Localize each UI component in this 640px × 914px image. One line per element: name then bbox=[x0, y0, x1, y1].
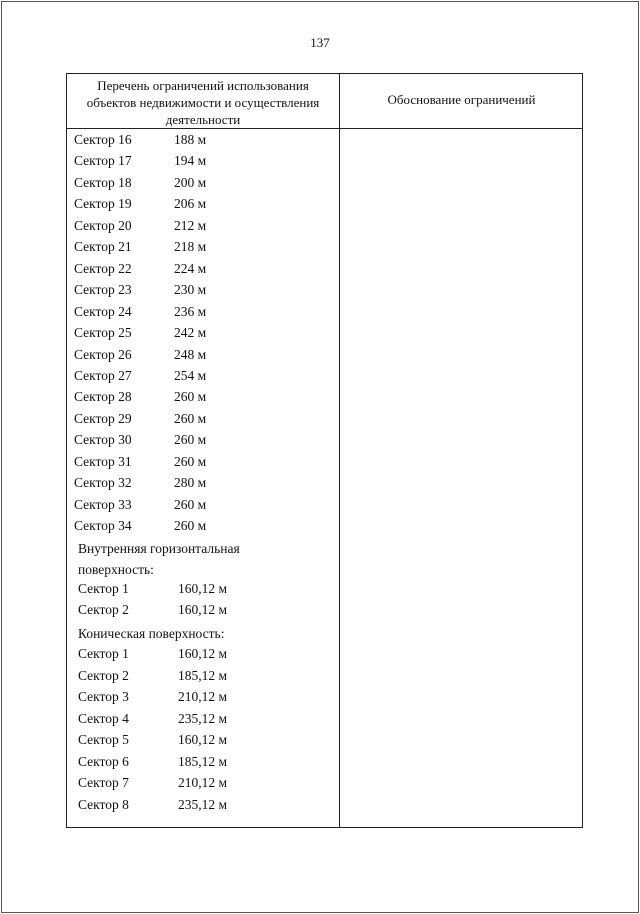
page-number: 137 bbox=[310, 35, 330, 50]
sector-label: Сектор 1 bbox=[78, 581, 129, 596]
sector-height-value: 160,12 м bbox=[178, 732, 228, 747]
section-heading-inner-surface: Внутренняя горизонтальная bbox=[78, 541, 240, 556]
sector-label: Сектор 7 bbox=[78, 775, 129, 790]
sector-height-value: 160,12 м bbox=[178, 602, 228, 617]
sector-height-value: 236 м bbox=[174, 303, 207, 319]
sector-label: Сектор 2 bbox=[78, 602, 129, 617]
sector-height-value: 235,12 м bbox=[178, 710, 228, 726]
sector-label: Сектор 22 bbox=[74, 260, 132, 276]
sector-label: Сектор 1 bbox=[78, 646, 129, 661]
sector-label: Сектор 21 bbox=[74, 239, 132, 255]
header-justification: Обоснование ограничений bbox=[387, 92, 536, 107]
sector-height-value: 194 м bbox=[174, 153, 207, 169]
sector-label: Сектор 16 bbox=[74, 132, 132, 147]
header-line: объектов недвижимости и осуществления bbox=[86, 95, 320, 110]
sector-label: Сектор 30 bbox=[74, 432, 132, 448]
sector-label: Сектор 20 bbox=[74, 217, 132, 233]
sector-height-value: 280 м bbox=[174, 475, 207, 491]
sector-height-value: 248 м bbox=[174, 346, 207, 362]
sector-label: Сектор 6 bbox=[78, 753, 129, 769]
sector-height-value: 230 м bbox=[174, 282, 207, 298]
sector-label: Сектор 8 bbox=[78, 796, 129, 812]
sector-height-value: 260 м bbox=[174, 453, 207, 469]
sector-height-value: 185,12 м bbox=[178, 667, 228, 683]
table-header-divider bbox=[66, 128, 583, 129]
sector-label: Сектор 26 bbox=[74, 346, 132, 362]
sector-height-value: 260 м bbox=[174, 410, 207, 426]
sector-height-value: 210,12 м bbox=[178, 689, 228, 704]
sector-label: Сектор 18 bbox=[74, 174, 132, 190]
sector-label: Сектор 19 bbox=[74, 196, 132, 212]
sector-height-value: 260 м bbox=[174, 518, 207, 534]
sector-height-value: 224 м bbox=[174, 260, 207, 276]
sector-height-value: 242 м bbox=[174, 325, 207, 341]
header-line: Перечень ограничений использования bbox=[97, 78, 309, 93]
header-restrictions-list bbox=[66, 77, 340, 128]
sector-label: Сектор 33 bbox=[74, 496, 132, 512]
section-heading-inner-surface: поверхность: bbox=[78, 562, 154, 577]
sector-label: Сектор 28 bbox=[74, 389, 132, 405]
sector-label: Сектор 17 bbox=[74, 153, 132, 169]
sector-height-value: 160,12 м bbox=[178, 581, 228, 596]
table-column-divider bbox=[339, 73, 340, 828]
sector-height-value: 260 м bbox=[174, 389, 207, 405]
sector-label: Сектор 32 bbox=[74, 475, 132, 491]
sector-label: Сектор 5 bbox=[78, 732, 129, 747]
sector-height-value: 235,12 м bbox=[178, 796, 228, 812]
sector-height-value: 254 м bbox=[174, 367, 207, 383]
sector-label: Сектор 4 bbox=[78, 710, 129, 726]
sector-height-value: 210,12 м bbox=[178, 775, 228, 790]
sector-label: Сектор 29 bbox=[74, 410, 132, 426]
restrictions-table bbox=[66, 73, 583, 828]
sector-height-value: 260 м bbox=[174, 496, 207, 512]
sector-label: Сектор 3 bbox=[78, 689, 129, 704]
sector-label: Сектор 25 bbox=[74, 325, 132, 341]
section-heading-conical-surface: Коническая поверхность: bbox=[78, 626, 225, 641]
sector-height-value: 188 м bbox=[174, 132, 207, 147]
sector-label: Сектор 31 bbox=[74, 453, 132, 469]
sector-height-value: 185,12 м bbox=[178, 753, 228, 769]
sector-label: Сектор 24 bbox=[74, 303, 132, 319]
sector-height-value: 212 м bbox=[174, 217, 207, 233]
sector-height-value: 200 м bbox=[174, 174, 207, 190]
sector-label: Сектор 27 bbox=[74, 367, 132, 383]
sector-height-value: 160,12 м bbox=[178, 646, 228, 661]
sector-label: Сектор 2 bbox=[78, 667, 129, 683]
sector-label: Сектор 34 bbox=[74, 518, 132, 534]
header-line: деятельности bbox=[165, 112, 241, 127]
sector-label: Сектор 23 bbox=[74, 282, 132, 298]
sector-height-value: 218 м bbox=[174, 239, 207, 255]
sector-height-value: 206 м bbox=[174, 196, 207, 212]
sector-height-value: 260 м bbox=[174, 432, 207, 448]
